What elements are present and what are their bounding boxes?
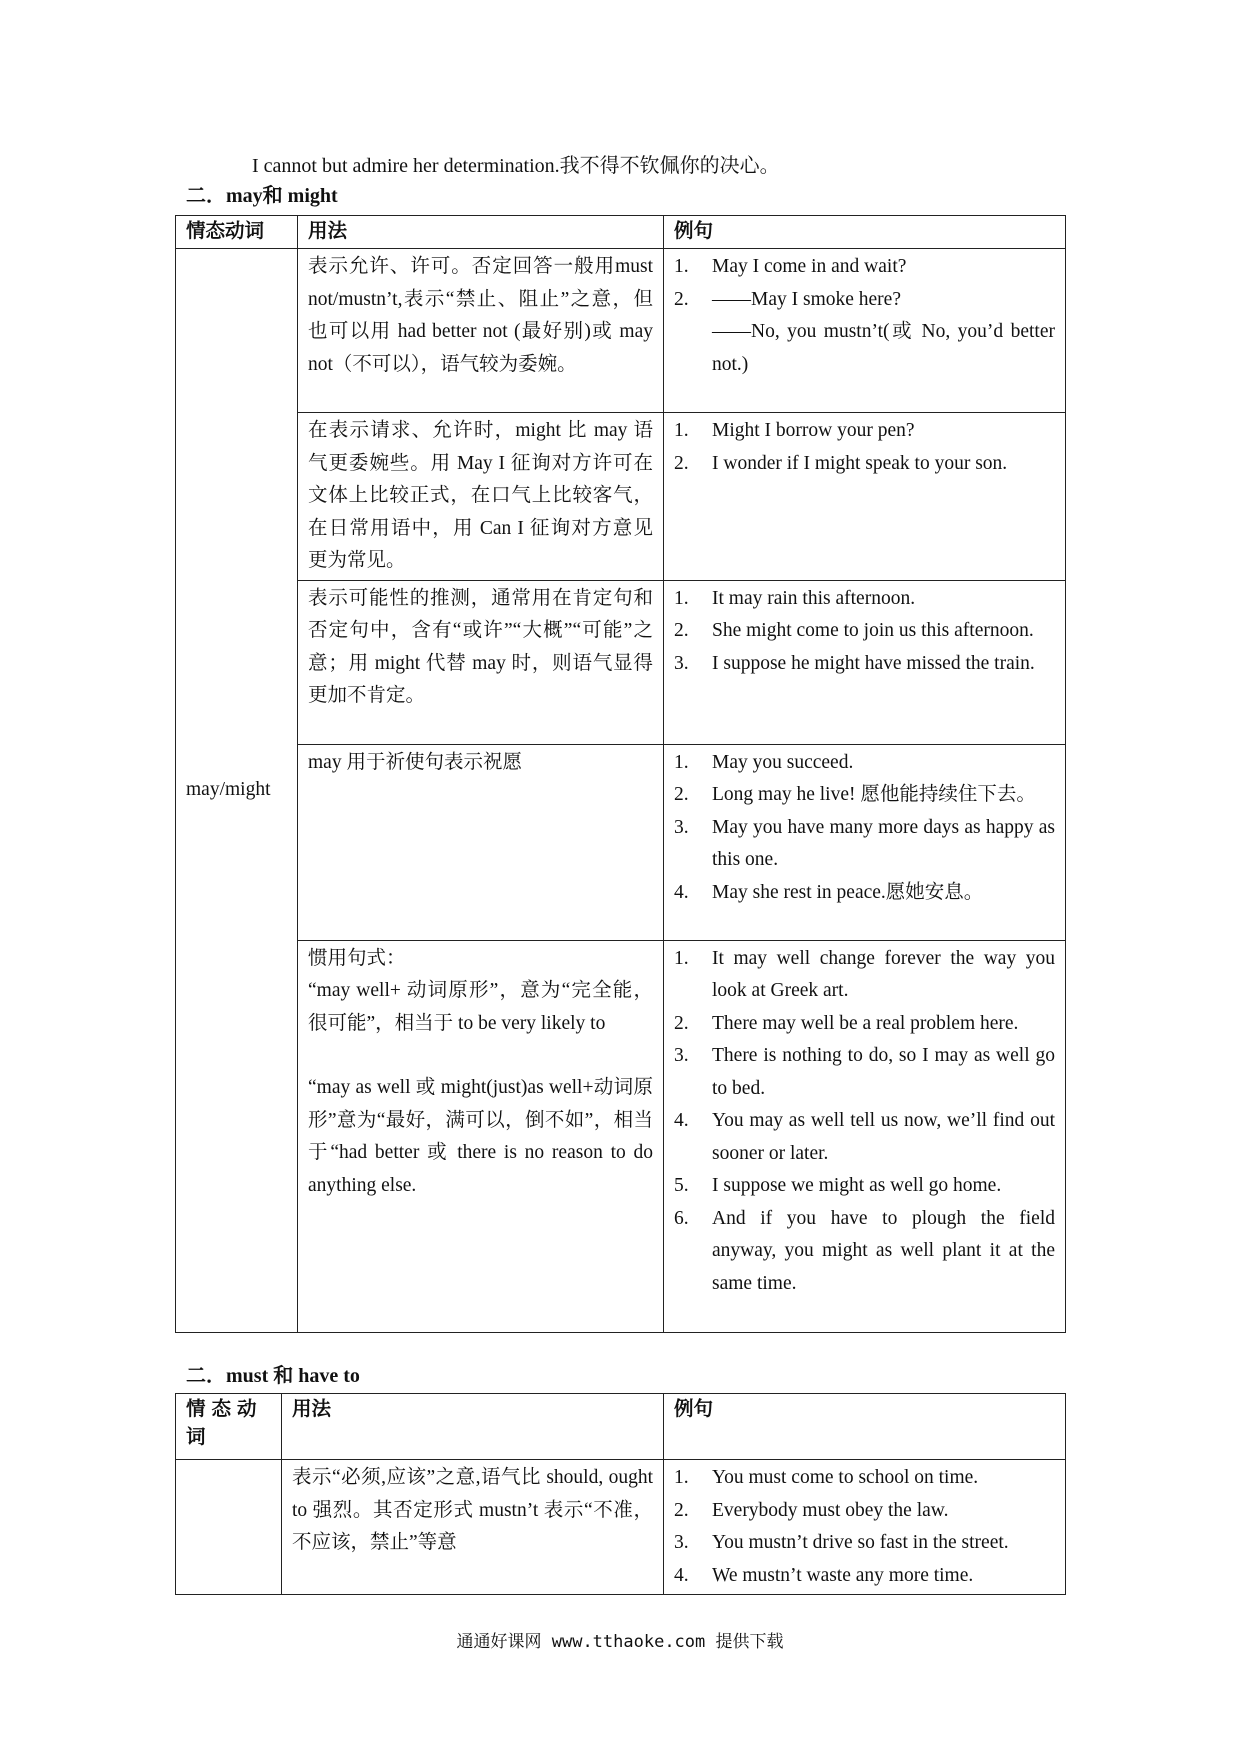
example-list xyxy=(674,251,1055,381)
table-row xyxy=(176,413,1066,581)
example-text: Everybody must obey the law. xyxy=(712,1499,949,1521)
example-text: There may well be a real problem here. xyxy=(712,1012,1019,1034)
usage-cell xyxy=(298,413,664,581)
example-text: You may as well tell us now, we’ll find out sooner or later. xyxy=(712,1110,1055,1164)
header-usage: 用法 xyxy=(298,216,664,249)
example-item xyxy=(674,1560,1055,1593)
example-item xyxy=(674,1462,1055,1495)
examples-cell xyxy=(664,580,1066,744)
usage-text: 惯用句式： xyxy=(308,947,406,969)
example-text: May she rest in peace.愿她安息。 xyxy=(712,881,984,903)
usage-cell xyxy=(298,249,664,413)
examples-cell xyxy=(664,1460,1066,1595)
usage-cell xyxy=(298,744,664,940)
examples-cell xyxy=(664,744,1066,940)
table-row xyxy=(176,249,1066,413)
usage-cell xyxy=(282,1460,664,1595)
example-number: 3. xyxy=(674,816,689,838)
header-usage: 用法 xyxy=(282,1394,664,1460)
must-have-to-table xyxy=(175,1393,1066,1595)
example-text: ——May I smoke here? xyxy=(712,288,901,310)
table-row xyxy=(176,580,1066,744)
example-text: It may well change forever the way you look at Greek art. xyxy=(712,947,1055,1001)
example-number: 5. xyxy=(674,1175,689,1196)
example-item xyxy=(674,1040,1055,1105)
example-list xyxy=(674,1462,1055,1592)
example-item xyxy=(674,1170,1055,1203)
example-number: 2. xyxy=(674,1012,689,1034)
example-item xyxy=(674,943,1055,1008)
example-item xyxy=(674,1008,1055,1041)
intro-sentence: I cannot but admire her determination.我不得不钦佩你的决心。 xyxy=(252,155,780,177)
example-item xyxy=(674,1105,1055,1170)
example-item xyxy=(674,779,1055,812)
example-text: I wonder if I might speak to your son. xyxy=(712,452,1008,474)
usage-text: 表示允许、许可。否定回答一般用must not/mustn’t,表示“禁止、阻止”之意，但也可以用 had better not (最好别)或 may not（不可以），语气较为委婉。 xyxy=(308,256,653,375)
usage-text: 表示“必须,应该”之意,语气比 should, ought to 强烈。其否定形式 mustn’t 表示“不准，不应该，禁止”等意 xyxy=(292,1467,653,1553)
section-heading-may-might: 二．may和 might xyxy=(186,185,338,207)
example-number: 2. xyxy=(674,1499,689,1521)
usage-cell xyxy=(298,940,664,1332)
example-list xyxy=(674,943,1055,1301)
modal-verb-cell xyxy=(176,1460,282,1595)
example-item xyxy=(674,747,1055,780)
example-number: 1. xyxy=(674,256,689,277)
example-text: We mustn’t waste any more time. xyxy=(712,1564,974,1586)
example-item xyxy=(674,251,1055,284)
usage-text: 在表示请求、允许时，might 比 may 语气更委婉些。用 May I 征询对方许可在文体上比较正式，在口气上比较客气，在日常用语中，用 Can I 征询对方意见更为常见。 xyxy=(308,420,653,571)
example-number: 4. xyxy=(674,1564,689,1586)
header-modal: 情态动词 xyxy=(176,216,298,249)
example-number: 1. xyxy=(674,420,689,441)
example-number: 4. xyxy=(674,881,689,903)
example-number: 1. xyxy=(674,947,689,969)
footer-text: 通通好课网 www.tthaoke.com 提供下载 xyxy=(456,1632,784,1652)
header-examples: 例句 xyxy=(664,216,1066,249)
examples-cell xyxy=(664,940,1066,1332)
example-text: Might I borrow your pen? xyxy=(712,420,915,441)
example-item xyxy=(674,812,1055,877)
example-text: May you succeed. xyxy=(712,751,854,773)
example-item xyxy=(674,615,1055,648)
table-row xyxy=(176,744,1066,940)
example-item xyxy=(674,583,1055,616)
example-text: She might come to join us this afternoon. xyxy=(712,620,1034,641)
example-text: May you have many more days as happy as this one. xyxy=(712,816,1055,870)
usage-cell xyxy=(298,580,664,744)
example-text: And if you have to plough the field anyway, you might as well plant it at the same time. xyxy=(712,1207,1055,1294)
example-number: 6. xyxy=(674,1207,689,1229)
usage-text: 表示可能性的推测，通常用在肯定句和否定句中，含有“或许”“大概”“可能”之意；用 might 代替 may 时，则语气显得更加不肯定。 xyxy=(308,587,653,706)
header-modal: 情态动词 xyxy=(176,1394,282,1460)
example-text: I suppose we might as well go home. xyxy=(712,1175,1002,1196)
example-item xyxy=(674,1203,1055,1301)
example-item xyxy=(674,448,1055,481)
example-number: 3. xyxy=(674,1532,689,1553)
usage-spacer xyxy=(308,1040,653,1072)
table-header-row xyxy=(176,1394,1066,1460)
usage-text: may 用于祈使句表示祝愿 xyxy=(308,751,522,773)
section-heading-must-have-to: 二．must 和 have to xyxy=(186,1365,360,1387)
example-number: 1. xyxy=(674,1467,689,1488)
example-text: It may rain this afternoon. xyxy=(712,587,916,609)
example-item xyxy=(674,284,1055,317)
example-item xyxy=(674,648,1055,681)
example-list xyxy=(674,415,1055,480)
example-number: 2. xyxy=(674,452,689,474)
may-might-table xyxy=(175,215,1066,1333)
examples-cell xyxy=(664,249,1066,413)
usage-text: “may as well 或 might(just)as well+动词原形”意为“最好，满可以，倒不如”，相当于“had better 或 there is no reason to do anything else. xyxy=(308,1077,653,1196)
table-header-row xyxy=(176,216,1066,249)
example-number: 2. xyxy=(674,784,689,805)
example-number: 3. xyxy=(674,1045,689,1066)
example-text: You must come to school on time. xyxy=(712,1467,979,1488)
table-row xyxy=(176,1460,1066,1595)
example-list xyxy=(674,747,1055,910)
example-number: 1. xyxy=(674,751,689,773)
example-list xyxy=(674,583,1055,681)
example-text: Long may he live! 愿他能持续住下去。 xyxy=(712,784,1036,805)
usage-text: “may well+ 动词原形”，意为“完全能，很可能”，相当于 to be very likely to xyxy=(308,980,653,1034)
examples-cell xyxy=(664,413,1066,581)
example-number: 2. xyxy=(674,620,689,641)
example-text: There is nothing to do, so I may as well go to bed. xyxy=(712,1045,1055,1099)
example-number: 3. xyxy=(674,652,689,674)
example-item xyxy=(674,1527,1055,1560)
example-item xyxy=(674,316,1055,381)
header-examples: 例句 xyxy=(664,1394,1066,1460)
example-number: 2. xyxy=(674,288,689,310)
table-row xyxy=(176,940,1066,1332)
example-text: You mustn’t drive so fast in the street. xyxy=(712,1532,1009,1553)
example-text: May I come in and wait? xyxy=(712,256,907,277)
example-text: I suppose he might have missed the train. xyxy=(712,652,1035,674)
example-text: ——No, you mustn’t(或 No, you’d better not.) xyxy=(712,321,1055,375)
modal-verb-cell: may/might xyxy=(176,249,298,1333)
example-item xyxy=(674,415,1055,448)
example-number: 4. xyxy=(674,1110,689,1131)
example-item xyxy=(674,1495,1055,1528)
example-item xyxy=(674,877,1055,910)
example-number: 1. xyxy=(674,587,689,609)
